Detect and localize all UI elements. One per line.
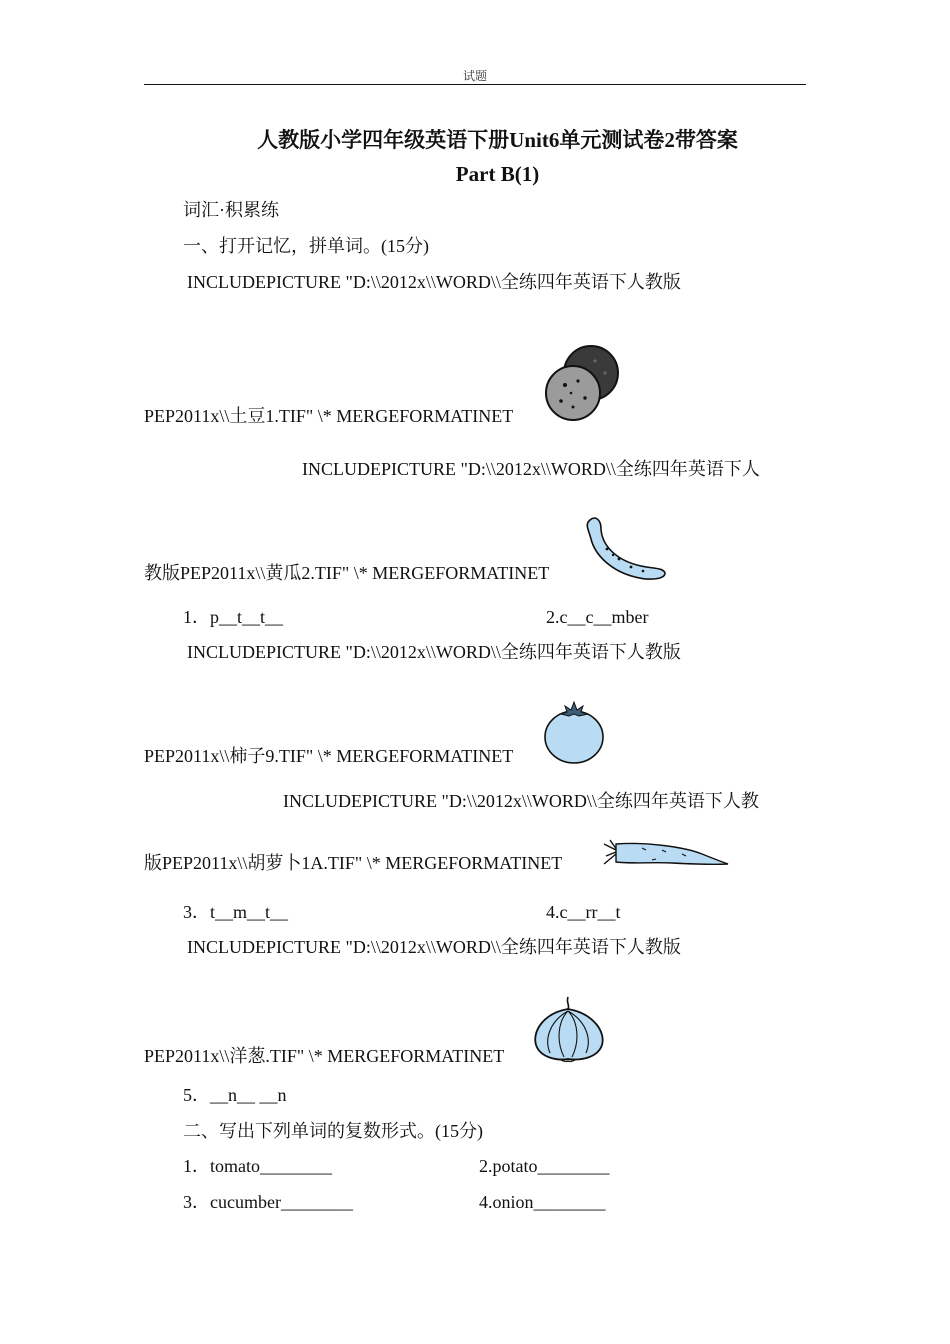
field-code-tomato-line1: INCLUDEPICTURE "D:\\2012x\\WORD\\全练四年英语下人教版 [187, 642, 681, 662]
item-text: c__c__mber [559, 607, 649, 627]
item-text: c__rr__t [559, 902, 621, 922]
field-code-tomato-line2: PEP2011x\\柿子9.TIF" \* MERGEFORMATINET [144, 746, 514, 766]
item-number: 3． [183, 902, 210, 922]
item-plural-1 [183, 1155, 332, 1177]
field-code-onion-line2: PEP2011x\\洋葱.TIF" \* MERGEFORMATINET [144, 1046, 505, 1066]
item-text: __n__ __n [210, 1085, 287, 1105]
section2-heading: 二、写出下列单词的复数形式。(15分) [183, 1121, 483, 1141]
field-code-potato-line1: INCLUDEPICTURE "D:\\2012x\\WORD\\全练四年英语下人教版 [187, 272, 681, 292]
carrot-icon [602, 838, 730, 870]
item-text: tomato________ [210, 1156, 332, 1176]
field-code-potato-line2: PEP2011x\\土豆1.TIF" \* MERGEFORMATINET [144, 406, 514, 426]
category-label: 词汇·积累练 [183, 200, 279, 220]
item-number: 2. [546, 607, 560, 627]
field-code-carrot-line2: 版PEP2011x\\胡萝卜1A.TIF" \* MERGEFORMATINET [144, 853, 563, 873]
item-plural-2 [479, 1155, 610, 1177]
item-text: t__m__t__ [210, 902, 289, 922]
item-spell-2 [546, 606, 648, 628]
part-subtitle: Part B(1) [455, 162, 540, 186]
item-number: 4. [479, 1192, 493, 1212]
field-code-onion-line1: INCLUDEPICTURE "D:\\2012x\\WORD\\全练四年英语下人教版 [187, 937, 681, 957]
item-spell-1 [183, 606, 283, 628]
item-number: 3． [183, 1192, 210, 1212]
tomato-icon [543, 700, 606, 765]
item-text: p__t__t__ [210, 607, 284, 627]
cucumber-icon [585, 515, 670, 582]
item-number: 1． [183, 607, 210, 627]
header-rule [144, 84, 806, 85]
item-number: 5． [183, 1085, 210, 1105]
field-code-cucumber-line1: INCLUDEPICTURE "D:\\2012x\\WORD\\全练四年英语下人 [302, 459, 760, 479]
page-header: 试题 [462, 69, 487, 83]
item-text: potato________ [492, 1156, 610, 1176]
item-text: onion________ [492, 1192, 606, 1212]
potato-icon [543, 343, 621, 425]
document-title: 人教版小学四年级英语下册Unit6单元测试卷2带答案 [257, 128, 738, 152]
field-code-carrot-line1: INCLUDEPICTURE "D:\\2012x\\WORD\\全练四年英语下人教 [283, 791, 759, 811]
item-number: 1． [183, 1156, 210, 1176]
onion-icon [530, 995, 607, 1063]
item-number: 4. [546, 902, 560, 922]
item-spell-5 [183, 1084, 287, 1106]
item-spell-4 [546, 901, 620, 923]
item-number: 2. [479, 1156, 493, 1176]
item-plural-4 [479, 1191, 606, 1213]
section1-heading: 一、打开记忆，拼单词。(15分) [183, 236, 429, 256]
item-spell-3 [183, 901, 288, 923]
item-plural-3 [183, 1191, 353, 1213]
item-text: cucumber________ [210, 1192, 353, 1212]
field-code-cucumber-line2: 教版PEP2011x\\黄瓜2.TIF" \* MERGEFORMATINET [144, 563, 550, 583]
